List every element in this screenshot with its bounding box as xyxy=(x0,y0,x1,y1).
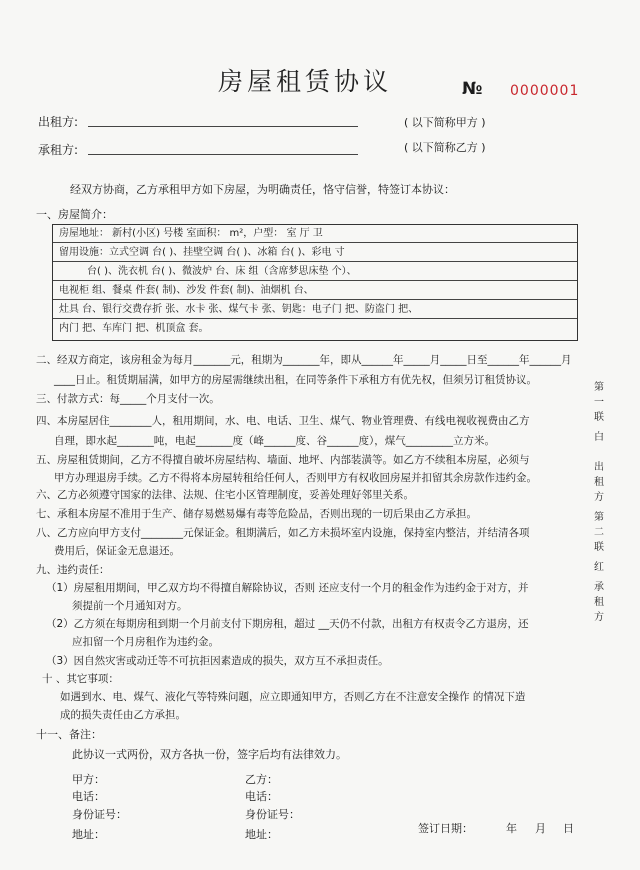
copy-1-label: 第一联 xyxy=(594,382,604,423)
property-table xyxy=(52,224,578,341)
section-10-heading: 十 、其它事项： xyxy=(42,673,119,685)
party-a-address-label: 地址： xyxy=(72,828,105,841)
party-b-address-label: 地址： xyxy=(245,828,278,841)
property-row: 房屋地址： 新村(小区) 号楼 室面积： m²，户型： 室 厅 卫 xyxy=(53,225,577,243)
property-row: 内门 把、车库门 把、机顶盒 套。 xyxy=(59,323,209,334)
party-a-phone-label: 电话： xyxy=(72,790,105,803)
property-row: 电视柜 组、餐桌 件套( 制)、沙发 件套( 制)、油烟机 台、 xyxy=(53,282,577,300)
property-row: 台( )、洗衣机 台( )、微波炉 台、床 组（含席梦思床垫 个）、 xyxy=(53,263,577,281)
clause-1-line2: 须提前一个月通知对方。 xyxy=(72,600,188,612)
clause-1-line1: （1）房屋租用期间，甲乙双方均不得擅自解除协议，否则 还应支付一个月的租金作为违约金于对方，并 xyxy=(46,582,529,594)
section-11-heading: 十一、备注： xyxy=(36,728,102,741)
clause-2-line1: （2）乙方须在每期房租到期一个月前支付下期房租，超过 __天仍不付款，出租方有权责令乙方退房，还 xyxy=(46,618,529,630)
section-8-line2: 费用后，保证金无息退还。 xyxy=(54,545,180,557)
party-b-label: 乙方： xyxy=(245,773,278,786)
section-4-line2: 自理，即水起_______吨，电起_______度（峰______度、谷______度），煤气_________立方米。 xyxy=(54,435,495,447)
lessee-field[interactable] xyxy=(88,154,358,155)
lessee-label: 承租方: xyxy=(38,143,79,157)
sign-day-label: 日 xyxy=(563,822,574,835)
party-a-label: 甲方： xyxy=(72,773,105,786)
document-title: 房屋租赁协议 xyxy=(218,67,393,96)
section-11-text: 此协议一式两份，双方各执一份，签字后均有法律效力。 xyxy=(72,748,347,761)
serial-number: 0000001 xyxy=(510,83,580,99)
section-4-line1: 四、本房屋居住________人，租用期间，水、电、电话、卫生、煤气、物业管理费、有线电视收视费由乙方 xyxy=(36,415,530,427)
section-10-line2: 成的损失责任由乙方承担。 xyxy=(60,709,186,721)
party-b-id-label: 身份证号： xyxy=(245,808,300,821)
copy-1-holder: 出租方 xyxy=(594,462,604,503)
sign-year-label: 年 xyxy=(506,822,517,835)
preamble: 经双方协商，乙方承租甲方如下房屋，为明确责任，恪守信誉，特签订本协议： xyxy=(70,183,455,196)
sign-date-label: 签订日期： xyxy=(418,822,473,835)
section-6: 六、乙方必须遵守国家的法律、法规、住宅小区管理制度，妥善处理好邻里关系。 xyxy=(36,489,414,501)
clause-2-line2: 应扣留一个月房租作为违约金。 xyxy=(72,636,219,648)
lessee-note: ( 以下简称乙方 ) xyxy=(404,141,486,154)
section-7: 七、承租本房屋不准用于生产、储存易燃易爆有毒等危险品，否则出现的一切后果由乙方承担。 xyxy=(36,508,477,520)
section-8-line1: 八、乙方应向甲方支付________元保证金。租期满后，如乙方未损坏室内设施，保持室内整洁，并结清各项 xyxy=(36,527,530,539)
section-5-line1: 五、房屋租赁期间，乙方不得擅自破坏房屋结构、墙面、地坪、内部装潢等。如乙方不续租本房屋，必须与 xyxy=(36,454,530,466)
section-1-heading: 一、房屋简介： xyxy=(36,208,113,221)
clause-3: （3）因自然灾害或动迁等不可抗拒因素造成的损失，双方互不承担责任。 xyxy=(46,655,389,667)
section-2-line2: ____日止。租赁期届满，如甲方的房屋需继续出租，在同等条件下承租方有优先权，但须另订租赁协议。 xyxy=(54,374,537,386)
lessor-field[interactable] xyxy=(88,126,358,127)
copy-1-color: 白 xyxy=(594,432,604,443)
copy-2-color: 红 xyxy=(594,562,604,573)
property-row: 灶具 台、银行交费存折 张、水卡 张、煤气卡 张、钥匙：电子门 把、防盗门 把、 xyxy=(53,301,577,319)
sign-month-label: 月 xyxy=(535,822,546,835)
lessor-label: 出租方: xyxy=(38,115,79,129)
section-2-line1: 二、经双方商定，该房租金为每月_______元，租期为_______年，即从______年_____月_____日至______年______月 xyxy=(36,354,572,366)
party-b-phone-label: 电话： xyxy=(245,790,278,803)
section-9-heading: 九、违约责任： xyxy=(36,564,110,576)
section-3: 三、付款方式：每_____个月支付一次。 xyxy=(36,393,220,405)
section-5-line2: 甲方办理退房手续。乙方不得将本房屋转租给任何人，否则甲方有权收回房屋并扣留其余房款作违约金。 xyxy=(54,472,537,484)
party-a-id-label: 身份证号： xyxy=(72,808,127,821)
lessor-note: ( 以下简称甲方 ) xyxy=(404,116,486,129)
copy-2-label: 第二联 xyxy=(594,512,604,553)
copy-2-holder: 承租方 xyxy=(594,582,604,623)
section-10-line1: 如遇到水、电、煤气、液化气等特殊问题，应立即通知甲方，否则乙方在不注意安全操作 的情况下造 xyxy=(60,691,526,703)
property-row: 留用设施：立式空调 台( )、挂壁空调 台( )、冰箱 台( )、彩电 寸 xyxy=(53,244,577,262)
number-symbol: № xyxy=(462,79,483,99)
